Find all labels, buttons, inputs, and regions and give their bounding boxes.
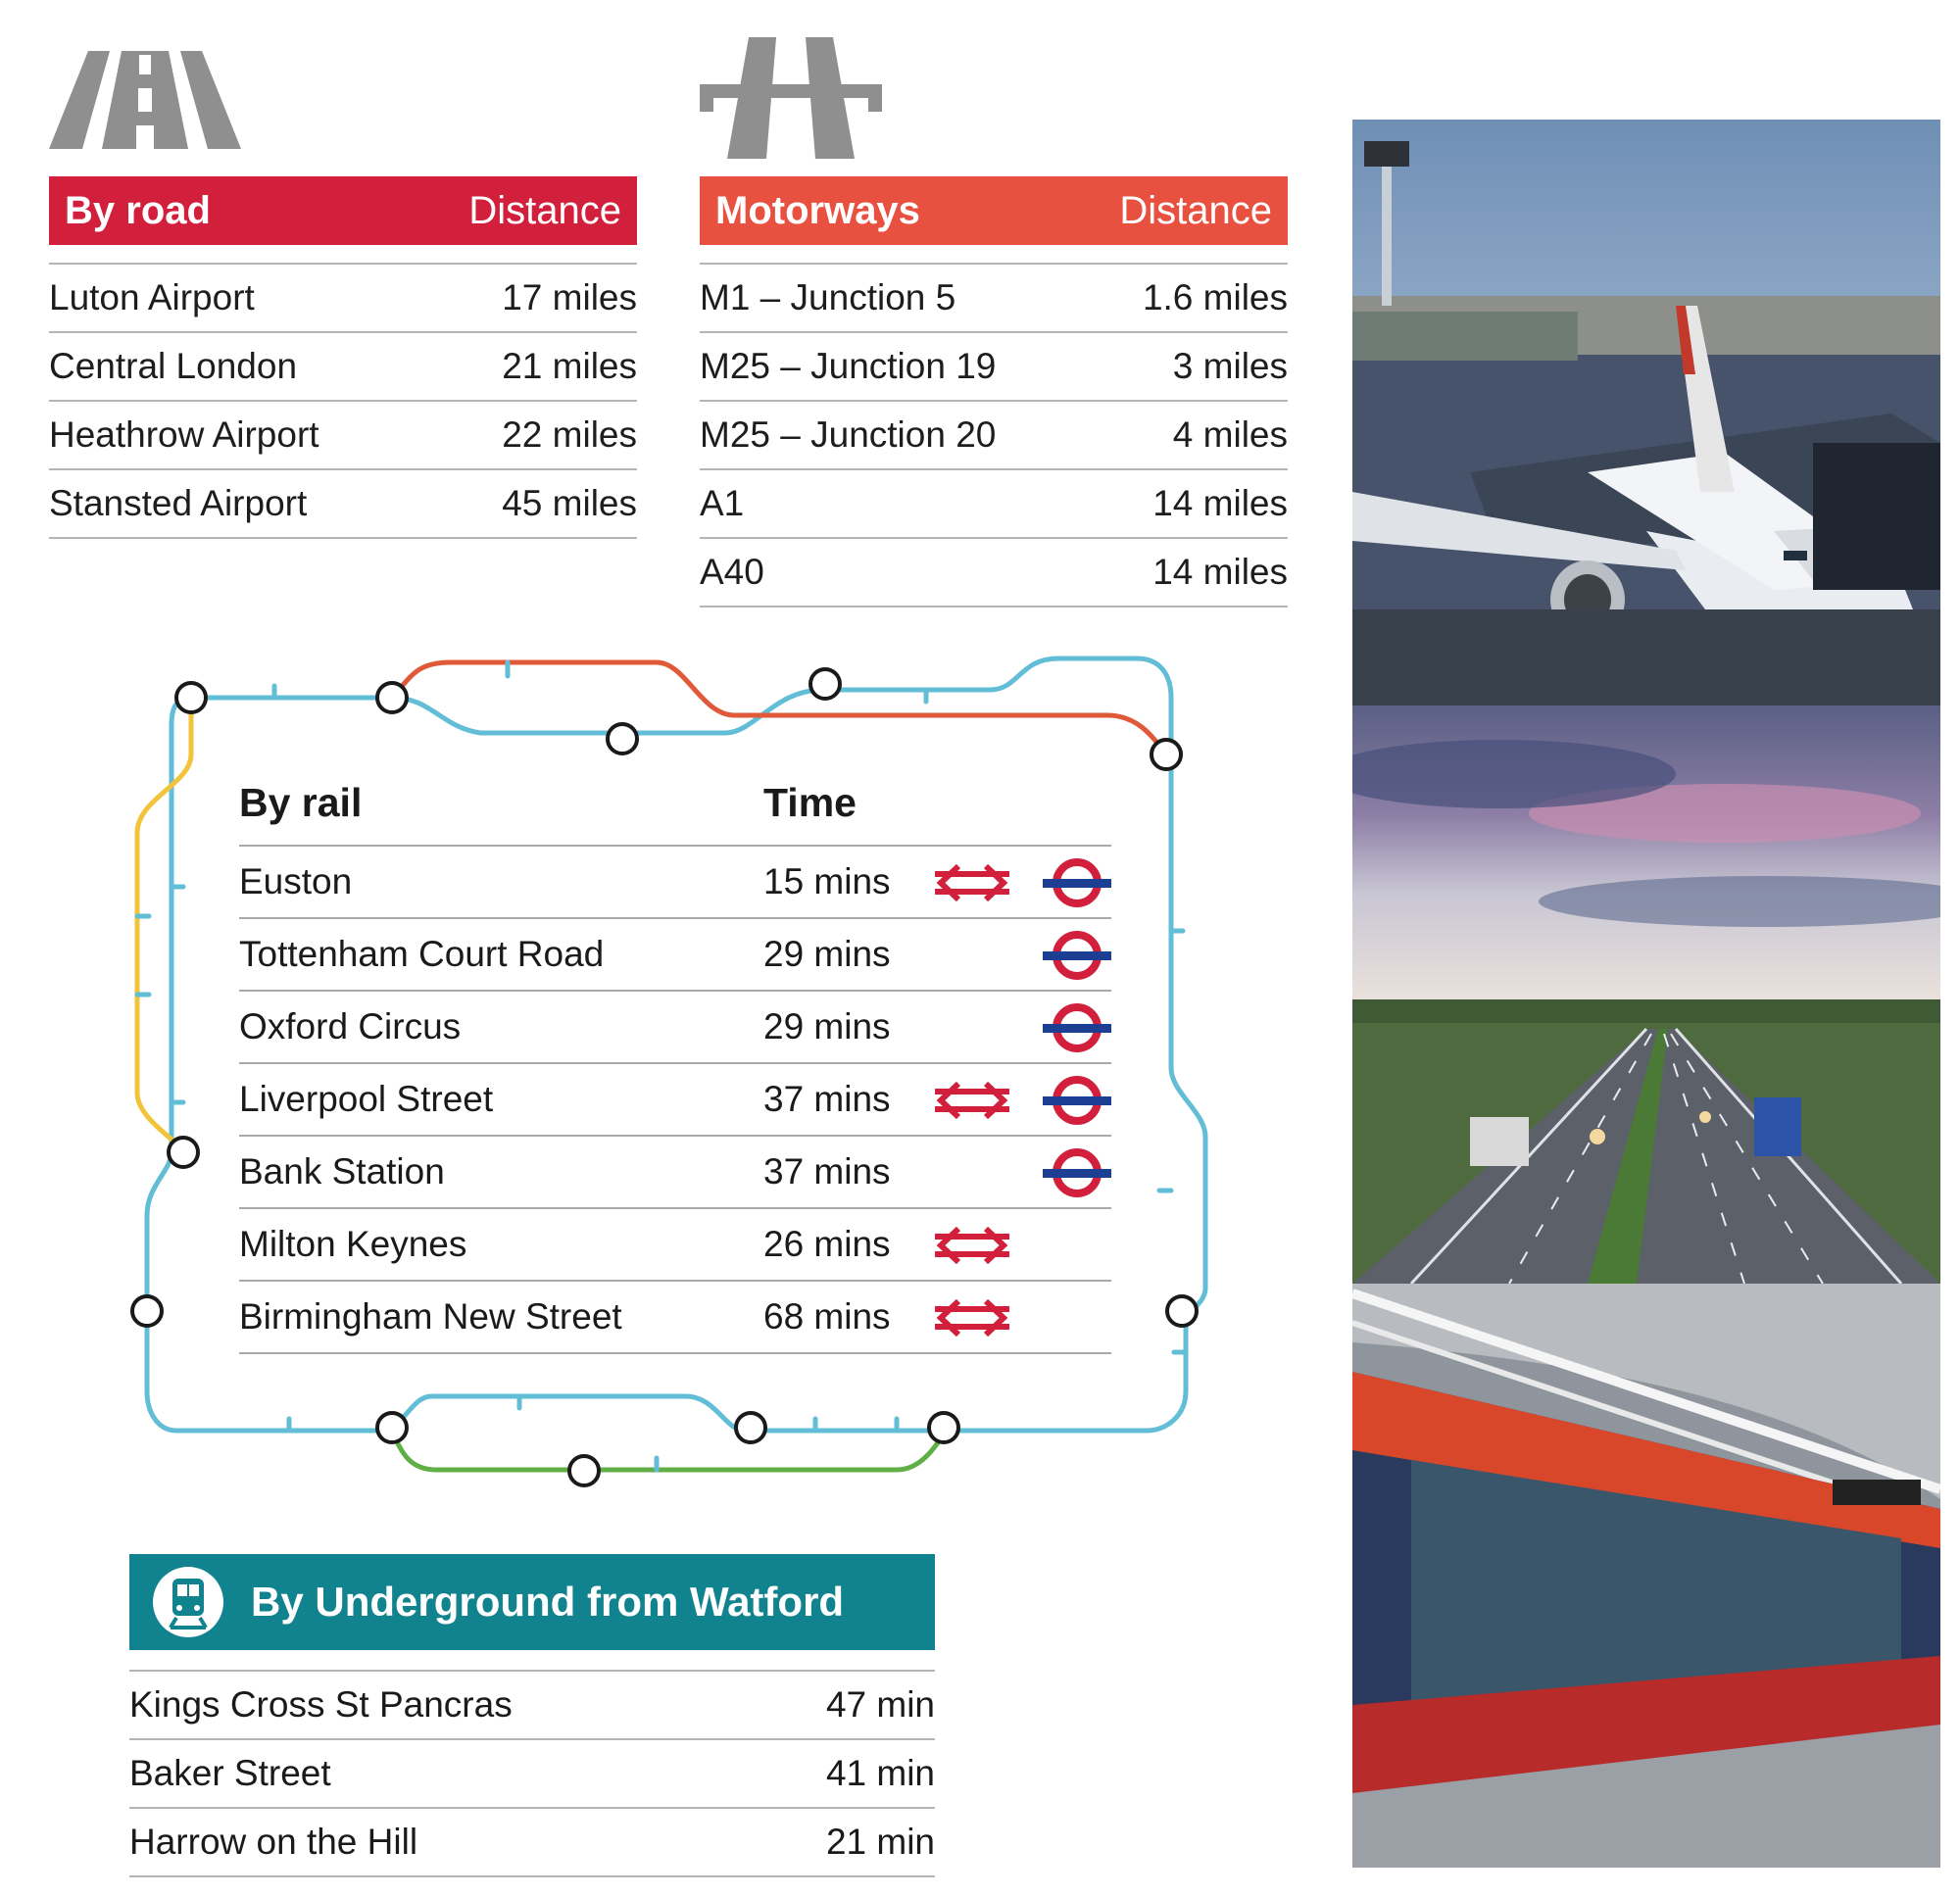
underground-roundel-icon: [1043, 1147, 1111, 1198]
green-line: [392, 1431, 946, 1470]
underground-roundel-icon: [1043, 930, 1111, 981]
station-name: Baker Street: [129, 1753, 331, 1793]
distance-value: 3 miles: [1172, 346, 1288, 386]
journey-time: 47 min: [825, 1684, 935, 1725]
distance-value: 14 miles: [1152, 483, 1288, 523]
by-road-title: By road: [65, 188, 211, 232]
table-row: [129, 1670, 935, 1738]
place-name: Heathrow Airport: [49, 414, 319, 455]
underground-title: By Underground from Watford: [251, 1579, 845, 1625]
by-road-distance-heading: Distance: [468, 188, 621, 232]
journey-time: 21 min: [825, 1822, 935, 1862]
station-node: [377, 1413, 407, 1442]
station-name: Oxford Circus: [239, 1006, 462, 1046]
train-icon: [151, 1565, 225, 1639]
underground-roundel-icon: [1043, 1075, 1111, 1126]
distance-value: 22 miles: [502, 414, 637, 455]
station-node: [736, 1413, 765, 1442]
station-name: Harrow on the Hill: [129, 1822, 418, 1862]
table-row: [239, 1062, 1111, 1135]
station-node: [1152, 740, 1181, 769]
place-name: A40: [700, 552, 764, 592]
station-name: Liverpool Street: [239, 1079, 494, 1119]
table-row: [239, 1207, 1111, 1280]
distance-value: 1.6 miles: [1142, 277, 1288, 317]
station-node: [569, 1456, 599, 1485]
journey-time: 26 mins: [763, 1224, 891, 1264]
airport-photo: [1352, 120, 1940, 705]
distance-value: 21 miles: [502, 346, 637, 386]
station-name: Bank Station: [239, 1151, 445, 1192]
journey-time: 15 mins: [763, 861, 891, 901]
distance-value: 45 miles: [502, 483, 637, 523]
station-name: Kings Cross St Pancras: [129, 1684, 513, 1725]
national-rail-icon: [935, 1299, 1009, 1337]
table-row: [239, 1280, 1111, 1352]
place-name: M25 – Junction 19: [700, 346, 997, 386]
place-name: Central London: [49, 346, 298, 386]
journey-time: 37 mins: [763, 1151, 891, 1192]
station-node: [132, 1296, 162, 1326]
by-rail-header: [239, 760, 1111, 845]
station-node: [169, 1138, 198, 1167]
distance-value: 14 miles: [1152, 552, 1288, 592]
journey-time: 29 mins: [763, 934, 891, 974]
journey-time: 29 mins: [763, 1006, 891, 1046]
distance-value: 17 miles: [502, 277, 637, 317]
place-name: A1: [700, 483, 745, 523]
table-row: [129, 1738, 935, 1807]
underground-roundel-icon: [1043, 857, 1111, 908]
station-node: [929, 1413, 958, 1442]
table-row: [239, 990, 1111, 1062]
station-name: Euston: [239, 861, 353, 901]
place-name: Stansted Airport: [49, 483, 308, 523]
station-node: [377, 683, 407, 712]
place-name: Luton Airport: [49, 277, 255, 317]
station-node: [1167, 1296, 1197, 1326]
national-rail-icon: [935, 1227, 1009, 1264]
motorways-distance-heading: Distance: [1119, 188, 1272, 232]
yellow-line: [137, 698, 191, 1151]
journey-time: 37 mins: [763, 1079, 891, 1119]
table-row: [239, 917, 1111, 990]
station-name: Tottenham Court Road: [239, 934, 605, 974]
motorway-photo: [1352, 705, 1940, 1284]
underground-header: [129, 1554, 935, 1650]
journey-time: 68 mins: [763, 1296, 891, 1337]
station-node: [810, 669, 840, 699]
table-row: [129, 1807, 935, 1875]
underground-train-photo: [1352, 1284, 1940, 1868]
distance-value: 4 miles: [1172, 414, 1288, 455]
table-row: [239, 1135, 1111, 1207]
national-rail-icon: [935, 1082, 1009, 1119]
station-name: Birmingham New Street: [239, 1296, 622, 1337]
underground-roundel-icon: [1043, 1002, 1111, 1053]
station-node: [176, 683, 206, 712]
by-rail-time-heading: Time: [763, 779, 857, 825]
station-name: Milton Keynes: [239, 1224, 467, 1264]
motorways-title: Motorways: [715, 188, 920, 232]
underground-table: [129, 1670, 935, 1877]
national-rail-icon: [935, 864, 1009, 901]
journey-time: 41 min: [825, 1753, 935, 1793]
place-name: M25 – Junction 20: [700, 414, 997, 455]
place-name: M1 – Junction 5: [700, 277, 956, 317]
station-node: [608, 724, 637, 754]
by-rail-title: By rail: [239, 779, 363, 825]
by-rail-table: [239, 760, 1111, 1354]
table-row: [239, 845, 1111, 917]
